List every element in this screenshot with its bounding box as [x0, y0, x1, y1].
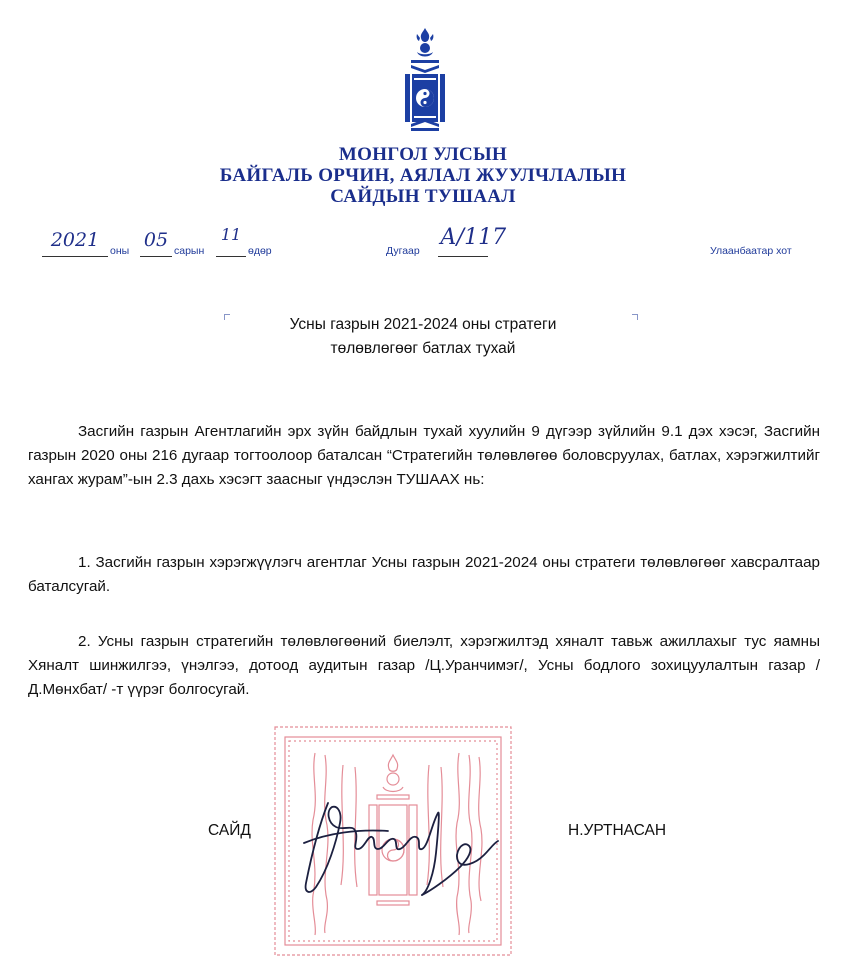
order-item-2: 2. Усны газрын стратегийн төлөвлөгөөний биелэлт, хэрэгжилтэд хяналт тавьж ажиллахыг тус яамны Хяналт шинжилгээ, үнэлгээ, дотоод аудитын газар /Ц.Уранчимэг/, Усны бодлого зохицуулалтын газар /Д.Мөнхбат/ -т үүрэг болгосугай. — [28, 633, 820, 698]
preamble-paragraph: Засгийн газрын Агентлагийн эрх зүйн байдлын тухай хуулийн 9 дүгээр зүйлийн 9.1 дэх хэсэг, Засгийн газрын 2020 оны 216 дугаар тогтоолоор баталсан “Стратегийн төлөвлөгөө боловсруулах, батлах, хэрэгжилтийг хангах журам”-ын 2.3 дахь хэсэгт заасныг үндэслэн ТУШААХ нь: — [28, 423, 820, 488]
document-title-line1: Усны газрын 2021-2024 оны стратеги — [289, 316, 557, 333]
signatory-name: Н.УРТНАСАН — [568, 822, 667, 839]
month-handwritten: 05 — [143, 229, 169, 251]
day-suffix: өдөр — [248, 245, 272, 257]
month-suffix: сарын — [174, 245, 205, 257]
ministry-header-line1: МОНГОЛ УЛСЫН — [338, 144, 508, 165]
handwritten-signature-icon — [298, 783, 508, 903]
year-handwritten: 2021 — [50, 229, 100, 251]
signatory-title: САЙД — [208, 822, 251, 839]
ministry-header-line2: БАЙГАЛЬ ОРЧИН, АЯЛАЛ ЖУУЛЧЛАЛЫН — [219, 165, 627, 186]
year-suffix: оны — [110, 245, 130, 257]
day-handwritten: 11 — [220, 225, 242, 244]
location: Улаанбаатар хот — [710, 245, 792, 257]
order-item-1: 1. Засгийн газрын хэрэгжүүлэгч агентлаг Усны газрын 2021-2024 оны стратеги төлөвлөгөөг хавсралтаар баталсугай. — [28, 554, 820, 595]
document-title-line2: төлөвлөгөөг батлах тухай — [330, 340, 516, 357]
number-label: Дугаар — [386, 245, 420, 257]
mongolian-state-emblem-icon — [403, 26, 447, 134]
ministry-header-line3: САЙДЫН ТУШААЛ — [330, 186, 516, 207]
number-handwritten: А/117 — [440, 225, 507, 250]
